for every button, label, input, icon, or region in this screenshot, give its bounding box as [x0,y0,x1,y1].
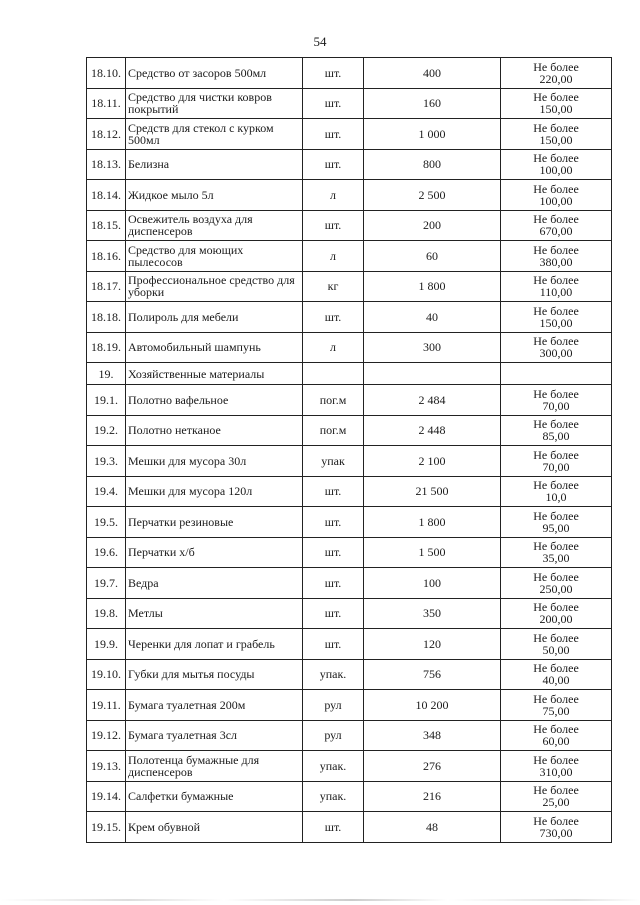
table-row [87,690,612,721]
item-name-text: Белизна [128,157,170,172]
unit-text: шт. [324,309,342,324]
unit-cell [303,180,364,211]
item-number-text: 19.12. [91,728,121,743]
unit-text: упак. [319,758,347,773]
quantity-text: 48 [426,819,438,834]
item-name-cell [126,720,303,751]
item-name-text: Средство для чистки ковров покрытий [128,90,272,117]
table-row [87,210,612,241]
item-name-cell [126,446,303,477]
item-number-cell [87,385,126,416]
quantity-text: 348 [423,728,441,743]
unit-text: рул [324,728,342,743]
item-name-cell [126,271,303,302]
item-number-cell [87,332,126,363]
item-name-cell [126,781,303,812]
unit-cell [303,720,364,751]
quantity-cell [364,210,501,241]
item-number-cell [87,690,126,721]
unit-cell [303,119,364,150]
price-limit-cell [501,476,612,507]
item-number-cell [87,781,126,812]
item-number-text: 18.19. [91,340,121,355]
unit-cell [303,241,364,272]
price-limit-text: Не более 150,00 [533,303,579,330]
item-number-text: 18.14. [91,187,121,202]
item-name-text: Автомобильный шампунь [128,340,261,355]
unit-text: шт. [324,514,342,529]
quantity-text: 2 100 [418,453,446,468]
quantity-text: 1 500 [418,545,446,560]
quantity-cell [364,241,501,272]
quantity-cell [364,690,501,721]
unit-cell [303,332,364,363]
price-limit-cell [501,598,612,629]
item-number-text: 19.14. [91,789,121,804]
table-row [87,415,612,446]
quantity-cell [364,332,501,363]
price-limit-text: Не более 380,00 [533,242,579,269]
item-number-cell [87,241,126,272]
unit-cell [303,210,364,241]
price-limit-cell [501,119,612,150]
price-limit-cell [501,720,612,751]
item-name-text: Мешки для мусора 120л [128,484,253,499]
unit-cell [303,88,364,119]
item-number-text: 19.11. [91,697,121,712]
item-number-cell [87,180,126,211]
unit-text: шт. [324,157,342,172]
quantity-text: 350 [423,606,441,621]
item-name-cell [126,302,303,333]
price-limit-text: Не более 60,00 [533,722,579,749]
item-number-cell [87,210,126,241]
item-number-text: 18.17. [91,279,121,294]
item-name-text: Освежитель воздуха для диспенсеров [128,212,253,239]
price-limit-cell [501,363,612,385]
table-row [87,476,612,507]
quantity-cell [364,119,501,150]
item-number-text: 19.5. [94,514,118,529]
item-name-cell [126,659,303,690]
price-limit-text: Не более 100,00 [533,151,579,178]
item-name-cell [126,629,303,660]
item-number-cell [87,659,126,690]
table-row [87,812,612,843]
item-number-cell [87,537,126,568]
unit-text: шт. [324,484,342,499]
quantity-text: 120 [423,636,441,651]
item-name-text: Средство для моющих пылесосов [128,242,244,269]
item-name-cell [126,690,303,721]
item-number-cell [87,271,126,302]
price-limit-text: Не более 10,0 [533,478,579,505]
price-limit-cell [501,659,612,690]
item-name-cell [126,363,303,385]
price-limit-text: Не более 310,00 [533,752,579,779]
table-row [87,446,612,477]
item-number-text: 18.13. [91,157,121,172]
item-number-cell [87,507,126,538]
unit-cell [303,812,364,843]
table-row [87,537,612,568]
quantity-cell [364,58,501,89]
table-row [87,363,612,385]
price-limit-text: Не более 75,00 [533,691,579,718]
item-name-cell [126,751,303,782]
price-limit-cell [501,88,612,119]
table-row [87,302,612,333]
quantity-text: 1 800 [418,279,446,294]
quantity-cell [364,751,501,782]
unit-text: л [330,248,336,263]
price-limit-cell [501,812,612,843]
unit-cell [303,271,364,302]
unit-cell [303,363,364,385]
price-limit-text: Не более 85,00 [533,417,579,444]
price-limit-cell [501,507,612,538]
unit-cell [303,446,364,477]
item-name-text: Ведра [128,575,159,590]
item-name-cell [126,119,303,150]
table-row [87,241,612,272]
quantity-cell [364,271,501,302]
quantity-cell [364,385,501,416]
item-number-cell [87,476,126,507]
item-number-cell [87,415,126,446]
item-name-cell [126,415,303,446]
quantity-cell [364,781,501,812]
table-row [87,119,612,150]
unit-text: л [330,187,336,202]
unit-cell [303,568,364,599]
unit-cell [303,659,364,690]
price-limit-text: Не более 70,00 [533,386,579,413]
quantity-text: 216 [423,789,441,804]
table-row [87,720,612,751]
item-name-text: Крем обувной [128,819,201,834]
item-name-cell [126,210,303,241]
item-number-text: 18.10. [91,65,121,80]
unit-text: шт. [324,96,342,111]
unit-text: рул [324,697,342,712]
price-limit-cell [501,271,612,302]
scan-artifact-line [0,899,640,901]
item-number-cell [87,446,126,477]
unit-text: шт. [324,218,342,233]
table-row [87,598,612,629]
price-limit-text: Не более 110,00 [533,273,579,300]
quantity-text: 1 000 [418,126,446,141]
quantity-text: 756 [423,667,441,682]
quantity-cell [364,363,501,385]
table-row [87,659,612,690]
item-number-text: 18.12. [91,126,121,141]
price-limit-cell [501,241,612,272]
item-number-cell [87,58,126,89]
price-limit-cell [501,415,612,446]
unit-text: кг [327,279,339,294]
item-number-cell [87,812,126,843]
item-number-text: 19.10. [91,667,121,682]
item-name-cell [126,385,303,416]
item-name-text: Полотно вафельное [128,392,229,407]
unit-cell [303,476,364,507]
quantity-cell [364,446,501,477]
item-number-text: 19.1. [94,392,118,407]
item-name-cell [126,812,303,843]
unit-text: шт. [324,545,342,560]
item-number-text: 18.15. [91,218,121,233]
price-limit-text: Не более 200,00 [533,600,579,627]
quantity-cell [364,568,501,599]
item-number-cell [87,88,126,119]
item-number-text: 19.4. [94,484,118,499]
price-limit-text: Не более 35,00 [533,539,579,566]
unit-text: шт. [324,65,342,80]
item-name-text: Перчатки резиновые [128,514,234,529]
item-name-text: Перчатки х/б [128,545,195,560]
price-limit-cell [501,302,612,333]
item-name-text: Хозяйственные материалы [128,366,265,381]
table-row [87,781,612,812]
quantity-text: 400 [423,65,441,80]
item-number-cell [87,598,126,629]
item-number-text: 19.13. [91,758,121,773]
quantity-text: 2 484 [418,392,446,407]
unit-text: шт. [324,606,342,621]
item-name-cell [126,332,303,363]
item-name-text: Черенки для лопат и грабель [128,636,275,651]
item-number-text: 18.16. [91,248,121,263]
price-limit-text: Не более 150,00 [533,90,579,117]
item-number-cell [87,629,126,660]
item-name-cell [126,58,303,89]
price-limit-text: Не более 250,00 [533,569,579,596]
quantity-cell [364,537,501,568]
quantity-cell [364,812,501,843]
price-limit-text: Не более 25,00 [533,783,579,810]
unit-cell [303,149,364,180]
table-row [87,507,612,538]
quantity-text: 1 800 [418,514,446,529]
quantity-text: 21 500 [415,484,449,499]
unit-text: шт. [324,126,342,141]
price-limit-cell [501,629,612,660]
quantity-cell [364,629,501,660]
price-limit-cell [501,58,612,89]
item-name-cell [126,241,303,272]
price-limit-cell [501,537,612,568]
table-row [87,58,612,89]
item-name-text: Бумага туалетная 3сл [128,728,238,743]
item-name-text: Средств для стекол с курком 500мл [128,120,274,147]
item-name-cell [126,537,303,568]
table-row [87,88,612,119]
quantity-text: 40 [426,309,438,324]
item-name-text: Губки для мытья посуды [128,667,255,682]
price-limit-cell [501,781,612,812]
quantity-text: 10 200 [415,697,449,712]
item-number-text: 19.2. [94,423,118,438]
item-number-text: 19.15. [91,819,121,834]
item-number-cell [87,363,126,385]
item-number-cell [87,302,126,333]
item-number-text: 19. [98,366,114,381]
unit-cell [303,781,364,812]
quantity-text: 276 [423,758,441,773]
unit-cell [303,302,364,333]
table-row [87,751,612,782]
price-limit-cell [501,385,612,416]
quantity-text: 2 448 [418,423,446,438]
item-name-text: Полотно нетканое [128,423,221,438]
unit-text: шт. [324,636,342,651]
item-name-text: Бумага туалетная 200м [128,697,246,712]
page-number: 54 [313,34,327,49]
quantity-cell [364,88,501,119]
item-number-cell [87,720,126,751]
unit-cell [303,385,364,416]
item-number-text: 19.9. [94,636,118,651]
item-name-text: Профессиональное средство для уборки [128,273,295,300]
table-row [87,332,612,363]
quantity-cell [364,720,501,751]
item-number-text: 18.18. [91,309,121,324]
price-limit-text: Не более 730,00 [533,813,579,840]
unit-cell [303,751,364,782]
unit-text: шт. [324,575,342,590]
unit-text: пог.м [319,423,347,438]
unit-text: упак. [319,789,347,804]
quantity-text: 160 [423,96,441,111]
items-table-body [87,58,612,843]
table-row [87,629,612,660]
price-limit-text: Не более 40,00 [533,661,579,688]
unit-cell [303,537,364,568]
price-limit-cell [501,180,612,211]
item-name-cell [126,507,303,538]
item-name-cell [126,149,303,180]
quantity-cell [364,598,501,629]
item-name-text: Полироль для мебели [128,309,239,324]
quantity-cell [364,180,501,211]
price-limit-text: Не более 100,00 [533,181,579,208]
unit-cell [303,415,364,446]
unit-cell [303,690,364,721]
price-limit-cell [501,751,612,782]
price-limit-text: Не более 300,00 [533,334,579,361]
item-number-cell [87,568,126,599]
table-row [87,568,612,599]
quantity-text: 2 500 [418,187,446,202]
item-number-cell [87,149,126,180]
price-limit-cell [501,210,612,241]
item-number-cell [87,751,126,782]
unit-text: шт. [324,819,342,834]
unit-cell [303,598,364,629]
item-name-text: Полотенца бумажные для диспенсеров [128,752,260,779]
quantity-cell [364,476,501,507]
quantity-text: 200 [423,218,441,233]
item-number-text: 19.8. [94,606,118,621]
price-limit-text: Не более 150,00 [533,120,579,147]
item-name-cell [126,476,303,507]
price-limit-cell [501,332,612,363]
quantity-text: 300 [423,340,441,355]
unit-cell [303,629,364,660]
price-limit-cell [501,568,612,599]
unit-text: упак [321,453,345,468]
price-limit-text: Не более 670,00 [533,212,579,239]
quantity-text: 60 [426,248,438,263]
item-number-cell [87,119,126,150]
price-limit-text: Не более 220,00 [533,59,579,86]
price-limit-cell [501,690,612,721]
item-name-cell [126,598,303,629]
item-name-cell [126,88,303,119]
item-number-text: 19.3. [94,453,118,468]
price-limit-cell [501,446,612,477]
item-number-text: 18.11. [91,96,121,111]
price-limit-text: Не более 95,00 [533,508,579,535]
item-name-text: Метлы [128,606,163,621]
items-table [86,57,612,843]
quantity-cell [364,507,501,538]
table-row [87,149,612,180]
quantity-cell [364,149,501,180]
table-row [87,271,612,302]
quantity-cell [364,415,501,446]
table-row [87,385,612,416]
item-name-text: Мешки для мусора 30л [128,453,247,468]
unit-text: пог.м [319,392,347,407]
quantity-text: 800 [423,157,441,172]
price-limit-cell [501,149,612,180]
quantity-cell [364,659,501,690]
unit-text: упак. [319,667,347,682]
item-name-text: Салфетки бумажные [128,789,234,804]
item-name-cell [126,568,303,599]
unit-cell [303,58,364,89]
item-name-text: Жидкое мыло 5л [128,187,214,202]
quantity-cell [364,302,501,333]
price-limit-text: Не более 50,00 [533,630,579,657]
unit-cell [303,507,364,538]
unit-text: л [330,340,336,355]
table-row [87,180,612,211]
item-number-text: 19.7. [94,575,118,590]
item-number-text: 19.6. [94,545,118,560]
price-limit-text: Не более 70,00 [533,447,579,474]
item-name-cell [126,180,303,211]
quantity-text: 100 [423,575,441,590]
item-name-text: Средство от засоров 500мл [128,65,267,80]
